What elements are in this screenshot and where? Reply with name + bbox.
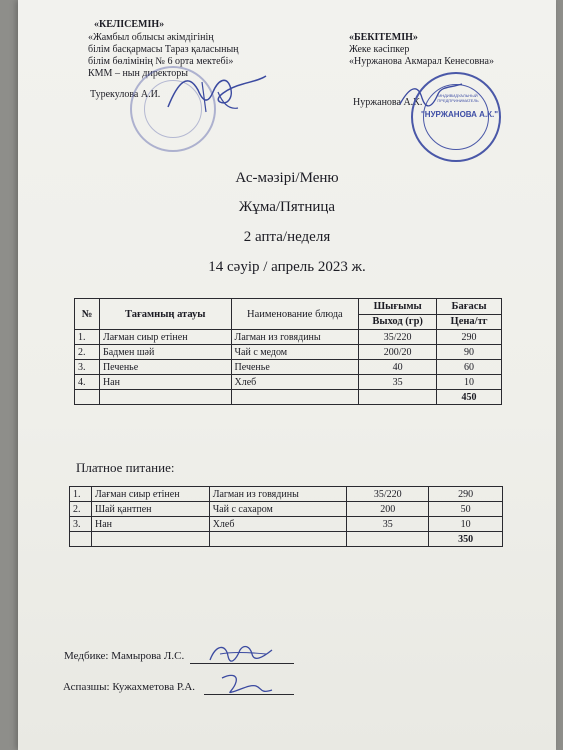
row-output: 200/20 <box>359 345 437 360</box>
menu-total: 450 <box>437 390 502 405</box>
row-name-kz: Лағман сиыр етінен <box>91 487 209 502</box>
approve-left-line2: білім басқармасы Тараз қаласының <box>88 44 239 55</box>
menu-table-header-row <box>75 299 502 315</box>
header-num: № <box>75 299 100 330</box>
row-num: 1. <box>75 330 100 345</box>
row-name-ru: Чай с сахаром <box>209 502 347 517</box>
header-output-ru: Выход (гр) <box>359 314 437 330</box>
day-title: Жұма/Пятница <box>238 199 336 215</box>
date-title: 14 сәуір / апрель 2023 ж. <box>208 259 366 275</box>
row-num: 4. <box>75 375 100 390</box>
table-row <box>70 487 503 502</box>
row-name-kz: Бадмен шәй <box>99 345 231 360</box>
row-name-kz: Шай қантпен <box>91 502 209 517</box>
row-name-ru: Лагман из говядины <box>231 330 359 345</box>
entrepreneur-signature <box>396 78 466 114</box>
menu-title: Ас-мәзірі/Меню <box>235 170 339 186</box>
paid-total: 350 <box>429 532 503 547</box>
header-output-kz: Шығымы <box>359 299 437 315</box>
row-output: 40 <box>359 360 437 375</box>
row-num: 3. <box>70 517 92 532</box>
approve-left-title: «КЕЛІСЕМІН» <box>94 19 165 30</box>
approve-right-line1: Жеке кәсіпкер <box>349 44 410 55</box>
approve-left-line4: КММ – нын директоры <box>88 68 188 79</box>
row-output: 35 <box>347 517 429 532</box>
table-row <box>75 345 502 360</box>
row-price: 50 <box>429 502 503 517</box>
nurse-signature <box>206 640 276 668</box>
paid-food-table <box>69 486 503 547</box>
table-row <box>75 330 502 345</box>
row-name-ru: Печенье <box>231 360 359 375</box>
row-output: 35 <box>359 375 437 390</box>
row-price: 290 <box>437 330 502 345</box>
stamp-caption: ИНДИВИДУАЛЬНЫЙ ПРЕДПРИНИМАТЕЛЬ <box>437 93 479 103</box>
approve-right-signer: Нуржанова А.К. <box>353 97 423 108</box>
row-price: 60 <box>437 360 502 375</box>
row-name-ru: Хлеб <box>209 517 347 532</box>
table-row <box>75 375 502 390</box>
row-name-kz: Лағман сиыр етінен <box>99 330 231 345</box>
row-name-ru: Хлеб <box>231 375 359 390</box>
table-row <box>70 502 503 517</box>
row-output: 35/220 <box>359 330 437 345</box>
row-output: 200 <box>347 502 429 517</box>
stamp-name: "НУРЖАНОВА А.К." <box>421 110 499 119</box>
approve-right-title: «БЕКІТЕМІН» <box>349 32 418 43</box>
row-name-ru: Чай с медом <box>231 345 359 360</box>
approve-right-line2: «Нуржанова Акмарал Кенесовна» <box>349 56 494 67</box>
approve-left-line1: «Жамбыл облысы әкімдігінің <box>88 32 214 43</box>
row-price: 290 <box>429 487 503 502</box>
approve-left-line3: білім бөлімінің № 6 орта мектебі» <box>88 56 234 67</box>
table-row <box>75 360 502 375</box>
row-num: 1. <box>70 487 92 502</box>
document-page <box>18 0 556 750</box>
row-name-kz: Нан <box>91 517 209 532</box>
total-row <box>75 390 502 405</box>
row-output: 35/220 <box>347 487 429 502</box>
row-name-kz: Печенье <box>99 360 231 375</box>
row-price: 10 <box>437 375 502 390</box>
table-row <box>70 517 503 532</box>
approve-left-signer: Турекулова А.И. <box>90 89 161 100</box>
cook-signer: Аспазшы: Кужахметова Р.А. <box>63 681 196 693</box>
row-num: 2. <box>75 345 100 360</box>
header-price-kz: Бағасы <box>437 299 502 315</box>
header-price-ru: Цена/тг <box>437 314 502 330</box>
nurse-signer: Медбике: Мамырова Л.С. <box>64 650 185 662</box>
week-title: 2 апта/неделя <box>243 229 331 245</box>
row-price: 10 <box>429 517 503 532</box>
paid-food-title: Платное питание: <box>76 460 175 475</box>
director-signature <box>158 62 268 122</box>
row-num: 3. <box>75 360 100 375</box>
cook-signature <box>216 670 276 698</box>
header-name-kz: Тағамның атауы <box>99 299 231 330</box>
total-row <box>70 532 503 547</box>
row-name-kz: Нан <box>99 375 231 390</box>
row-name-ru: Лагман из говядины <box>209 487 347 502</box>
row-num: 2. <box>70 502 92 517</box>
row-price: 90 <box>437 345 502 360</box>
header-name-ru: Наименование блюда <box>231 299 359 330</box>
menu-table <box>74 298 502 405</box>
